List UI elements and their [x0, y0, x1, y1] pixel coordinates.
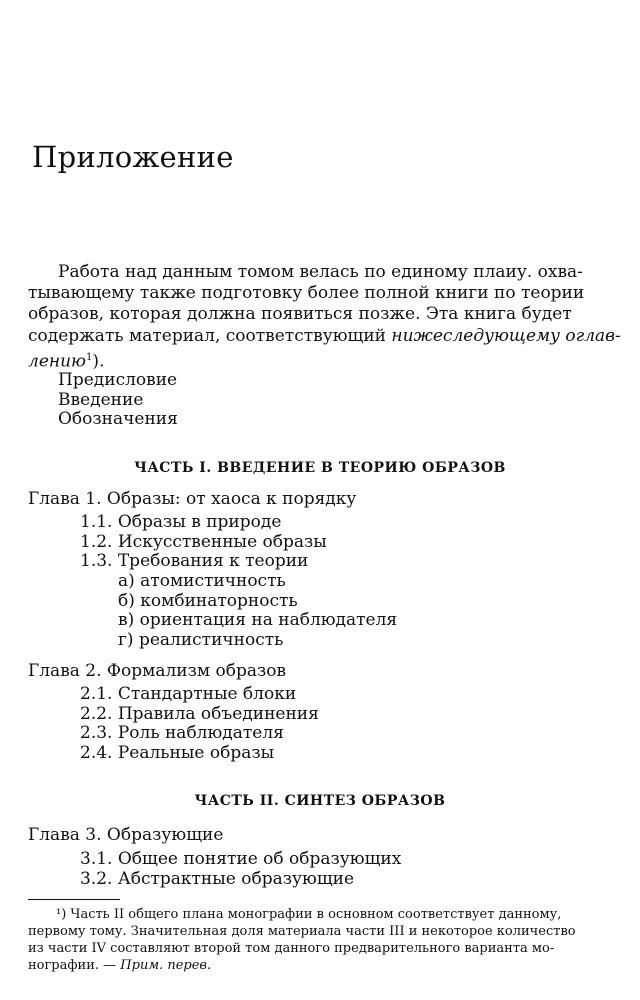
toc-entry-introduction: Введение — [58, 389, 144, 410]
toc-entry-notation: Обозначения — [58, 409, 178, 429]
toc-section: 2.3. Роль наблюдателя — [80, 723, 284, 743]
part-2-heading: ЧАСТЬ II. СИНТЕЗ ОБРАЗОВ — [194, 793, 446, 809]
paragraph-italic-text: нижеследующему оглав- — [391, 325, 621, 346]
paragraph-text: ). — [92, 351, 105, 372]
front-matter-list — [58, 371, 178, 430]
toc-section: 1.1. Образы в природе — [80, 512, 282, 532]
toc-subitem: г) реалистичность — [118, 630, 284, 650]
paragraph-italic-text: лению — [28, 351, 86, 372]
footnote — [28, 906, 610, 974]
footnote-line — [28, 957, 610, 974]
paragraph-line: тывающему также подготовку более полной книги по теории — [28, 283, 585, 304]
part-1-heading: ЧАСТЬ I. ВВЕДЕНИЕ В ТЕОРИЮ ОБРАЗОВ — [134, 460, 506, 476]
chapter-3-title: Глава 3. Образующие — [28, 825, 224, 845]
toc-subitem: в) ориентация на наблюдателя — [118, 610, 398, 630]
footnote-text: нографии. — — [28, 958, 121, 973]
toc-section: 1.2. Искусственные образы — [80, 532, 327, 552]
chapter-1-title: Глава 1. Образы: от хаоса к порядку — [28, 489, 357, 509]
chapter-2-title: Глава 2. Формализм образов — [28, 661, 287, 681]
intro-paragraph — [28, 262, 621, 373]
footnote-italic-text: Прим. перев. — [120, 958, 212, 973]
paragraph-line — [28, 325, 621, 347]
toc-section: 2.2. Правила объединения — [80, 704, 319, 724]
paragraph-text: содержать материал, соответствующий — [28, 325, 392, 346]
toc-section: 2.4. Реальные образы — [80, 743, 275, 763]
toc-subitem: а) атомистичность — [118, 571, 286, 591]
toc-section: 3.1. Общее понятие об образующих — [80, 849, 402, 869]
toc-entry-preface: Предисловие — [58, 370, 178, 390]
paragraph-line: Работа над данным томом велась по единому плаиу. охва- — [58, 262, 583, 282]
footnote-divider — [28, 899, 120, 900]
paragraph-line: образов, которая должна появиться позже. Эта книга будет — [28, 304, 572, 325]
toc-section: 2.1. Стандартные блоки — [80, 684, 297, 704]
footnote-line: первому тому. Значительная доля материала части III и некоторое количество — [28, 924, 576, 939]
footnote-line: из части IV составляют второй том данного предварительного варианта мо- — [28, 941, 555, 956]
paragraph-line — [28, 347, 608, 373]
page-title: Приложение — [32, 140, 234, 174]
toc-subitem: б) комбинаторность — [118, 591, 298, 611]
footnote-marker: 1 — [86, 351, 93, 363]
toc-section: 3.2. Абстрактные образующие — [80, 869, 355, 889]
footnote-line: ¹) Часть II общего плана монографии в основном соответствует данному, — [56, 907, 562, 922]
toc-section: 1.3. Требования к теории — [80, 551, 309, 571]
